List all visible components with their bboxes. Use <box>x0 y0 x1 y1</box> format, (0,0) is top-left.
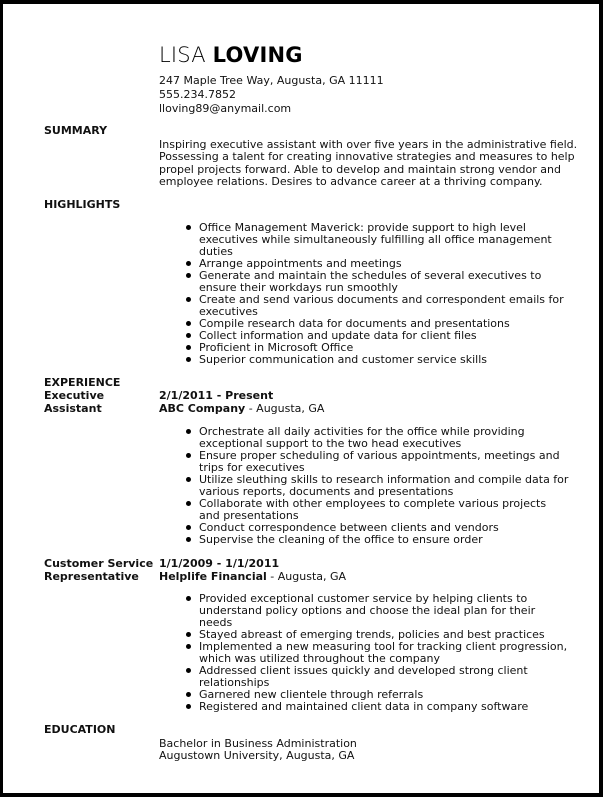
job-dates: 2/1/2011 - Present <box>159 389 274 402</box>
education-entry <box>159 738 579 763</box>
list-item: Office Management Maverick: provide support to high level executives while simultaneously fulfilling all office management duties <box>199 222 569 258</box>
address: 247 Maple Tree Way, Augusta, GA 11111 <box>159 74 384 87</box>
list-item: Provided exceptional customer service by helping clients to understand policy options and choose the ideal plan for their needs <box>199 593 569 629</box>
list-item: Conduct correspondence between clients and vendors <box>199 522 569 534</box>
section-heading-education: EDUCATION <box>44 723 116 736</box>
school: Augustown University, Augusta, GA <box>159 749 355 763</box>
degree: Bachelor in Business Administration <box>159 737 357 750</box>
candidate-name <box>159 42 303 68</box>
list-item: Registered and maintained client data in company software <box>199 701 569 713</box>
section-heading-summary: SUMMARY <box>44 124 108 137</box>
highlights-list <box>199 222 569 366</box>
job-meta <box>159 558 346 583</box>
job-meta <box>159 390 324 415</box>
list-item: Collaborate with other employees to complete various projects and presentations <box>199 498 569 522</box>
last-name: LOVING <box>212 43 303 67</box>
summary-line: Possessing a talent for creating innovative strategies and measures to help <box>159 150 575 164</box>
company-name: ABC Company <box>159 401 246 415</box>
section-heading-highlights: HIGHLIGHTS <box>44 198 121 211</box>
list-item: Collect information and update data for client files <box>199 330 569 342</box>
list-item: Supervise the cleaning of the office to ensure order <box>199 534 569 546</box>
summary-line: propel projects forward. Able to develop and maintain strong vendor and <box>159 162 561 176</box>
summary-line: Inspiring executive assistant with over five years in the administrative field. <box>159 138 578 151</box>
summary-text <box>159 139 579 188</box>
resume-page <box>3 4 599 793</box>
section-heading-experience: EXPERIENCE <box>44 376 121 389</box>
job-bullets <box>199 426 569 546</box>
list-item: Superior communication and customer service skills <box>199 354 569 366</box>
phone: 555.234.7852 <box>159 88 236 101</box>
list-item: Stayed abreast of emerging trends, policies and best practices <box>199 629 569 641</box>
job-bullets <box>199 593 569 713</box>
list-item: Addressed client issues quickly and developed strong client relationships <box>199 665 569 689</box>
first-name: LISA <box>159 43 206 67</box>
list-item: Garnered new clientele through referrals <box>199 689 569 701</box>
list-item: Proficient in Microsoft Office <box>199 342 569 354</box>
list-item: Ensure proper scheduling of various appointments, meetings and trips for executives <box>199 450 569 474</box>
list-item: Orchestrate all daily activities for the office while providing exceptional support to the two head executives <box>199 426 569 450</box>
contact-info <box>159 74 384 116</box>
list-item: Arrange appointments and meetings <box>199 258 569 270</box>
company-name: Helplife Financial <box>159 569 267 583</box>
email: lloving89@anymail.com <box>159 102 292 115</box>
list-item: Utilize sleuthing skills to research information and compile data for various reports, documents and presentations <box>199 473 569 498</box>
list-item: Generate and maintain the schedules of several executives to ensure their workdays run smoothly <box>199 270 569 294</box>
list-item: Implemented a new measuring tool for tracking client progression, which was utilized throughout the company <box>199 640 568 665</box>
company-location: - Augusta, GA <box>266 569 347 583</box>
company-location: - Augusta, GA <box>245 401 325 415</box>
summary-line: employee relations. Desires to advance career at a thriving company. <box>159 174 543 188</box>
job-title: Executive Assistant <box>44 389 105 415</box>
job-title: Customer Service Representative <box>44 557 154 583</box>
list-item: Compile research data for documents and presentations <box>199 318 569 330</box>
job-dates: 1/1/2009 - 1/1/2011 <box>159 557 280 570</box>
list-item: Create and send various documents and correspondent emails for executives <box>199 294 569 318</box>
